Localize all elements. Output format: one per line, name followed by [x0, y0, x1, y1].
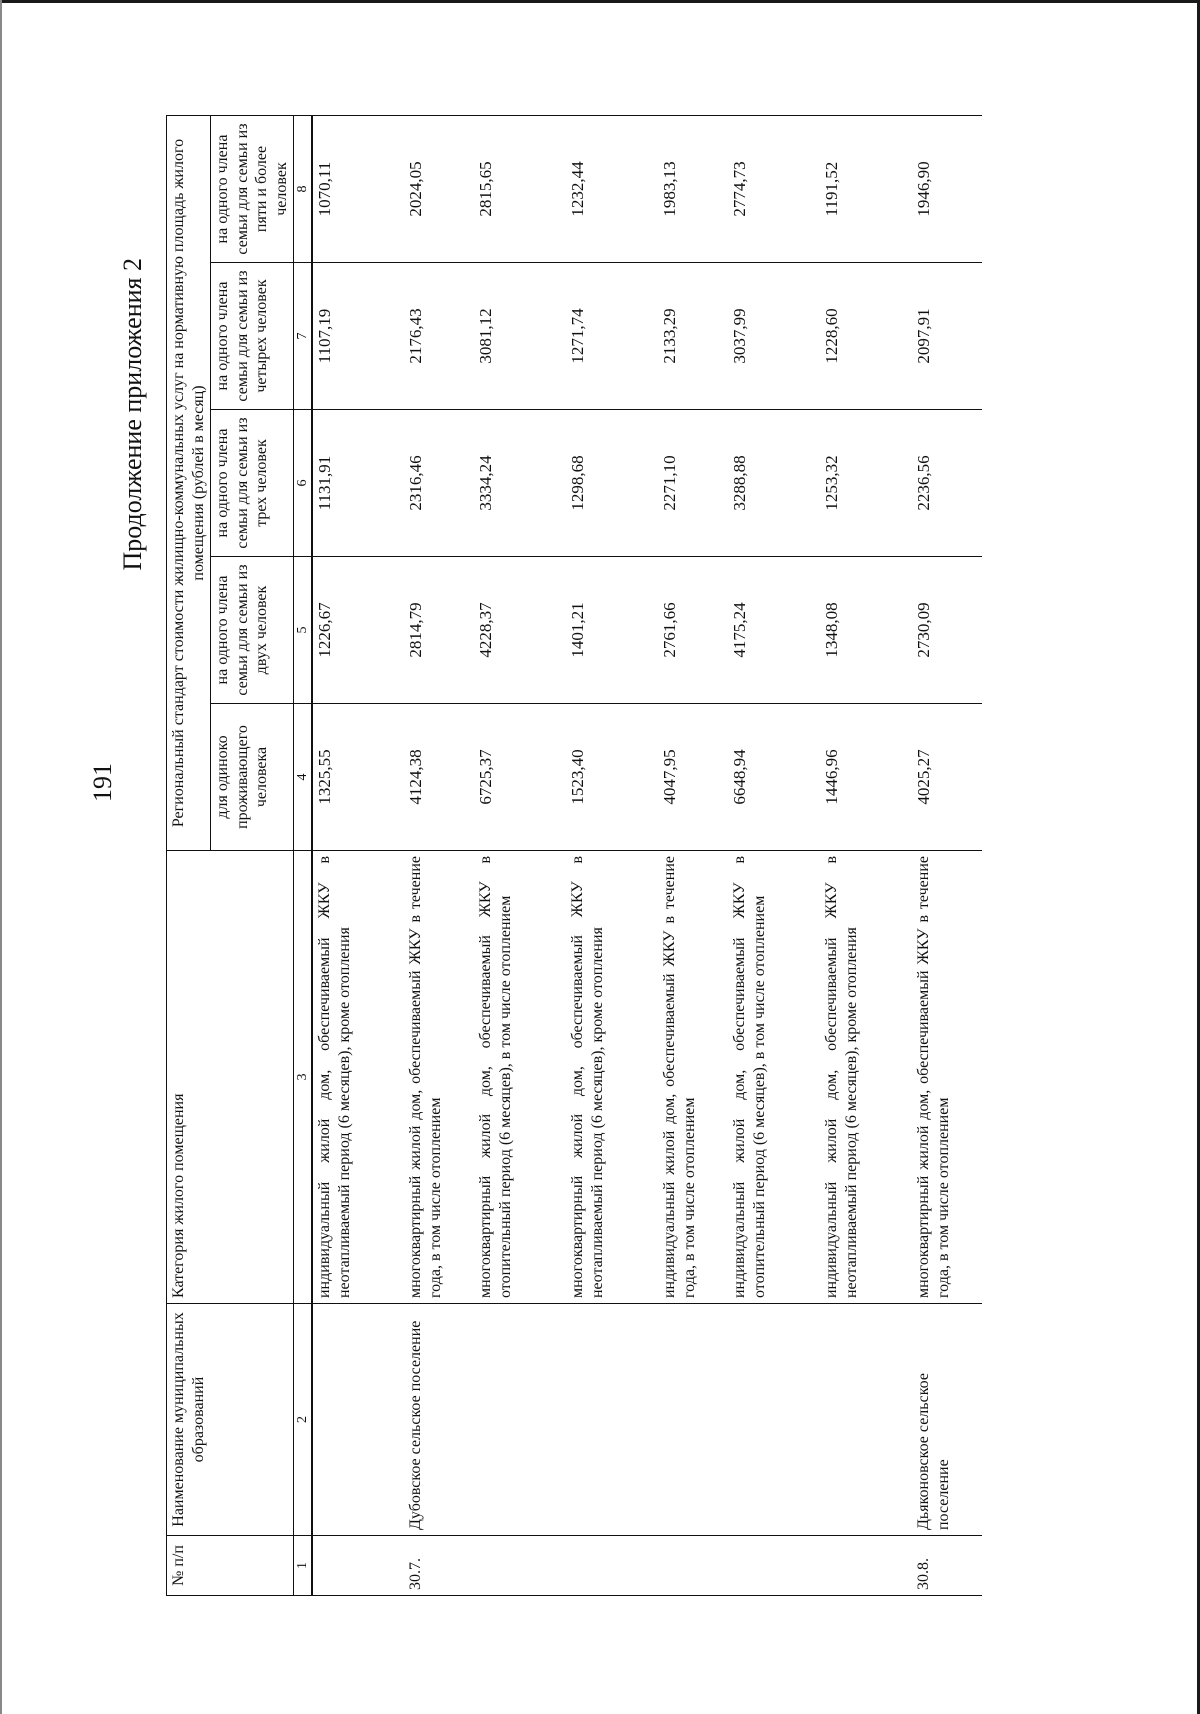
row-value: 1298,68	[566, 410, 658, 557]
row-value: 4175,24	[728, 557, 820, 704]
row-municipality	[820, 1304, 912, 1536]
row-municipality: Дьяконовское сельское поселение	[912, 1304, 982, 1536]
col-number: 2	[294, 1304, 313, 1536]
header-sub-4: на одного члена семьи для семьи из четырех человек	[211, 263, 294, 410]
col-number: 1	[294, 1536, 313, 1596]
row-value: 2761,66	[658, 557, 728, 704]
row-category: многоквартирный жилой дом, обеспечиваемый ЖКУ в отопительный период (6 месяцев), в том числе отоплением	[474, 851, 566, 1304]
col-number: 5	[294, 557, 313, 704]
row-value: 2316,46	[404, 410, 474, 557]
page-number: 191	[88, 763, 117, 802]
table-row	[404, 116, 474, 1596]
row-value: 1226,67	[312, 557, 404, 704]
row-value: 1232,44	[566, 116, 658, 263]
row-value: 3081,12	[474, 263, 566, 410]
row-value: 1107,19	[312, 263, 404, 410]
row-category: индивидуальный жилой дом, обеспечиваемый ЖКУ в течение года, в том числе отоплением	[658, 851, 728, 1304]
row-value: 1131,91	[312, 410, 404, 557]
row-value: 1946,90	[912, 116, 982, 263]
row-no: 30.8.	[912, 1536, 982, 1596]
row-value: 6648,94	[728, 704, 820, 851]
row-municipality: Дубовское сельское поселение	[404, 1304, 474, 1536]
row-value: 2730,09	[912, 557, 982, 704]
row-no: 30.7.	[404, 1536, 474, 1596]
row-value: 6725,37	[474, 704, 566, 851]
col-number: 4	[294, 704, 313, 851]
table-row	[912, 116, 982, 1596]
row-value: 1523,40	[566, 704, 658, 851]
row-municipality	[658, 1304, 728, 1536]
table-row	[474, 116, 566, 1596]
row-no	[312, 1536, 404, 1596]
row-value: 1401,21	[566, 557, 658, 704]
col-number: 8	[294, 116, 313, 263]
col-number: 7	[294, 263, 313, 410]
row-category: многоквартирный жилой дом, обеспечиваемый ЖКУ в неотапливаемый период (6 месяцев), кроме отопления	[566, 851, 658, 1304]
row-value: 1271,74	[566, 263, 658, 410]
row-value: 1446,96	[820, 704, 912, 851]
col-number: 3	[294, 851, 313, 1304]
header-sub-5: на одного члена семьи для семьи из пяти и более человек	[211, 116, 294, 263]
row-no	[728, 1536, 820, 1596]
row-value: 2774,73	[728, 116, 820, 263]
table-row	[820, 116, 912, 1596]
header-group: Региональный стандарт стоимости жилищно-коммунальных услуг на нормативную площадь жилого помещения (рублей в месяц)	[167, 116, 211, 851]
header-sub-2: на одного члена семьи для семьи из двух человек	[211, 557, 294, 704]
row-value: 2814,79	[404, 557, 474, 704]
row-category: индивидуальный жилой дом, обеспечиваемый ЖКУ в неотапливаемый период (6 месяцев), кроме отопления	[312, 851, 404, 1304]
row-municipality	[728, 1304, 820, 1536]
row-municipality	[566, 1304, 658, 1536]
header-category: Категория жилого помещения	[167, 851, 294, 1304]
row-value: 2815,65	[474, 116, 566, 263]
row-category: индивидуальный жилой дом, обеспечиваемый ЖКУ в неотапливаемый период (6 месяцев), кроме отопления	[820, 851, 912, 1304]
header-no: № п/п	[167, 1536, 294, 1596]
row-no	[566, 1536, 658, 1596]
row-value: 1070,11	[312, 116, 404, 263]
row-category: индивидуальный жилой дом, обеспечиваемый ЖКУ в отопительный период (6 месяцев), в том числе отоплением	[728, 851, 820, 1304]
table-row	[658, 116, 728, 1596]
row-value: 2236,56	[912, 410, 982, 557]
table-row	[312, 116, 404, 1596]
row-value: 4025,27	[912, 704, 982, 851]
table-row	[566, 116, 658, 1596]
row-value: 1191,52	[820, 116, 912, 263]
row-value: 3334,24	[474, 410, 566, 557]
row-value: 2024,05	[404, 116, 474, 263]
header-sub-1: для одиноко проживающего человека	[211, 704, 294, 851]
row-value: 2176,43	[404, 263, 474, 410]
row-value: 3037,99	[728, 263, 820, 410]
table-body	[312, 116, 982, 1596]
row-municipality	[312, 1304, 404, 1536]
col-number: 6	[294, 410, 313, 557]
row-value: 1348,08	[820, 557, 912, 704]
row-value: 4124,38	[404, 704, 474, 851]
appendix-title: Продолжение приложения 2	[118, 258, 147, 571]
row-value: 2271,10	[658, 410, 728, 557]
row-value: 4228,37	[474, 557, 566, 704]
row-category: многоквартирный жилой дом, обеспечиваемый ЖКУ в течение года, в том числе отоплением	[912, 851, 982, 1304]
row-value: 1253,32	[820, 410, 912, 557]
table-header	[167, 116, 313, 1596]
row-no	[658, 1536, 728, 1596]
row-value: 1983,13	[658, 116, 728, 263]
row-no	[820, 1536, 912, 1596]
column-number-row	[294, 116, 313, 1596]
row-value: 2133,29	[658, 263, 728, 410]
row-category: многоквартирный жилой дом, обеспечиваемый ЖКУ в течение года, в том числе отоплением	[404, 851, 474, 1304]
row-value: 3288,88	[728, 410, 820, 557]
row-municipality	[474, 1304, 566, 1536]
row-value: 1325,55	[312, 704, 404, 851]
header-sub-3: на одного члена семьи для семьи из трех человек	[211, 410, 294, 557]
row-no	[474, 1536, 566, 1596]
tariff-table	[166, 115, 982, 1596]
table-row	[728, 116, 820, 1596]
row-value: 1228,60	[820, 263, 912, 410]
row-value: 2097,91	[912, 263, 982, 410]
row-value: 4047,95	[658, 704, 728, 851]
header-municipality: Наименование муниципальных образований	[167, 1304, 294, 1536]
